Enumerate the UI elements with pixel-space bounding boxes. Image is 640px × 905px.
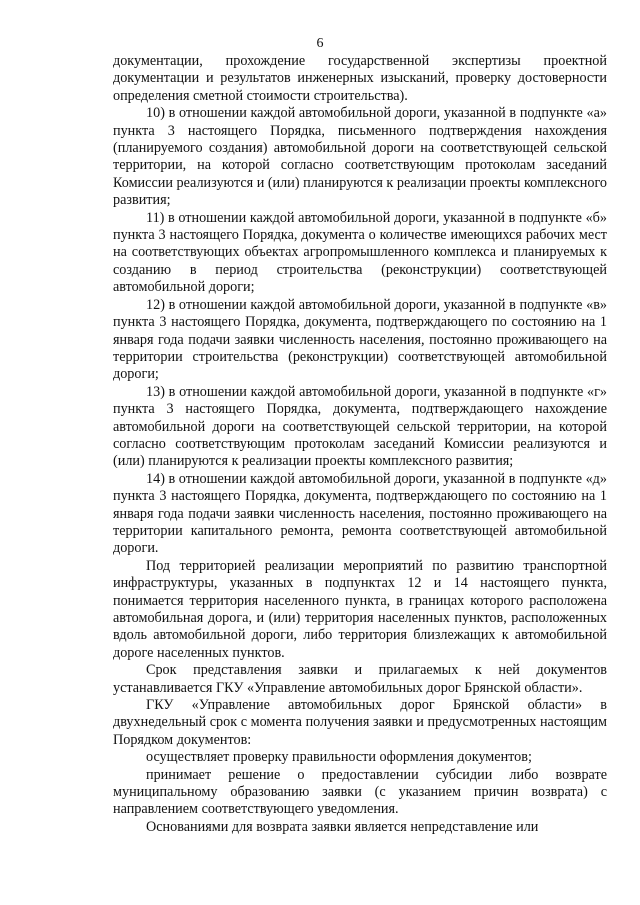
paragraph-territory-definition: Под территорией реализации мероприятий по развитию транспортной инфраструктуры, указанных в подпунктах 12 и 14 настоящего пункта, понимается территория населенного пункта, в границах которого расположена автомобильная дорога, и (или) территория населенных пунктов, расположенных вдоль автомобильной дороги, либо территория близлежащих к автомобильной дороге населенных пунктов. [113, 557, 607, 661]
paragraph-item-12: 12) в отношении каждой автомобильной дороги, указанной в подпункте «в» пункта 3 настоящего Порядка, документа, подтверждающего по состоянию на 1 января года подачи заявки численность населения, постоянно проживающего на территории строительства (реконструкции) соответствующей автомобильной дороги; [113, 296, 607, 383]
paragraph-item-14: 14) в отношении каждой автомобильной дороги, указанной в подпункте «д» пункта 3 настоящего Порядка, документа, подтверждающего по состоянию на 1 января года подачи заявки численность населения, постоянно проживающего на территории капитального ремонта, ремонта соответствующей автомобильной дороги. [113, 470, 607, 557]
paragraph-continuation: документации, прохождение государственной экспертизы проектной документации и результатов инженерных изысканий, проверку достоверности определения сметной стоимости строительства). [113, 53, 607, 104]
paragraph-item-11: 11) в отношении каждой автомобильной дороги, указанной в подпункте «б» пункта 3 настоящего Порядка, документа о количестве имеющихся рабочих мест на соответствующих объектах агропромышленного комплекса и планируемых к созданию в период строительства (реконструкции) соответствующей автомобильной дороги; [113, 209, 607, 296]
paragraph-decision: принимает решение о предоставлении субсидии либо возврате муниципальному образованию заявки (с указанием причин возврата) с направлением соответствующего уведомления. [113, 766, 607, 818]
paragraph-item-13: 13) в отношении каждой автомобильной дороги, указанной в подпункте «г» пункта 3 настоящего Порядка, документа, подтверждающего нахождение автомобильной дороги на соответствующей сельской территории, на которой согласно соответствующим протоколам заседаний Комиссии реализуются и (или) планируются к реализации проекты комплексного развития; [113, 383, 607, 470]
paragraph-submission-deadline: Срок представления заявки и прилагаемых к ней документов устанавливается ГКУ «Управление автомобильных дорог Брянской области». [113, 662, 607, 696]
document-body [113, 53, 607, 836]
paragraph-review-period: ГКУ «Управление автомобильных дорог Брянской области» в двухнедельный срок с момента получения заявки и предусмотренных настоящим Порядком документов: [113, 697, 607, 748]
page-number: 6 [316, 36, 324, 51]
paragraph-return-grounds: Основаниями для возврата заявки является непредставление или [146, 818, 539, 835]
paragraph-verification: осуществляет проверку правильности оформления документов; [146, 749, 532, 766]
paragraph-item-10: 10) в отношении каждой автомобильной дороги, указанной в подпункте «а» пункта 3 настоящего Порядка, письменного подтверждения нахождения (планируемого создания) автомобильной дороги на соответствующей сельской территории, на которой согласно соответствующим протоколам заседаний Комиссии реализуются и (или) планируются к реализации проекты комплексного развития; [113, 105, 607, 209]
